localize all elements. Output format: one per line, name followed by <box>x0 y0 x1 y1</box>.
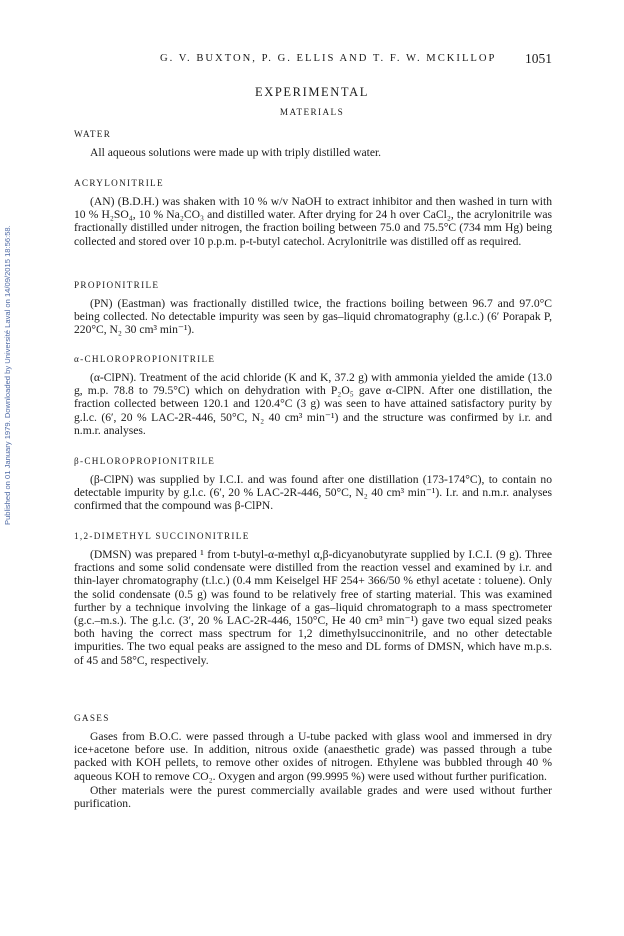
paragraph: All aqueous solutions were made up with triply distilled water. <box>90 146 382 159</box>
section-title: EXPERIMENTAL <box>254 85 370 99</box>
running-header-authors: G. V. BUXTON, P. G. ELLIS AND T. F. W. MCKILLOP <box>160 53 497 64</box>
section-heading: β-CHLOROPROPIONITRILE <box>74 456 216 466</box>
paragraph: (α-ClPN). Treatment of the acid chloride (K and K, 37.2 g) with ammonia yielded the amide (13.0 g, m.p. 78.8 to 79.5°C) which on dehydration with P₂O₅ gave α-ClPN. After one distillation, the fraction collected between 120.1 and 120.4°C (3 g) was seen to have attained satisfactory purity by g.l.c. (6′, 20 % LAC-2R-446, 50°C, N₂ 40 cm³ min⁻¹) and the structure was confirmed by i.r. and n.m.r. analyses. <box>74 371 552 437</box>
paragraph: Other materials were the purest commercially available grades and were used without further purification. <box>74 783 552 811</box>
publication-sidebar-note: Published on 01 January 1979. Downloaded by Université Laval on 14/09/2015 18:56:58. <box>3 225 12 525</box>
section-propionitrile <box>74 279 552 337</box>
section-alpha-chloropropionitrile <box>74 353 552 437</box>
section-heading: α-CHLOROPROPIONITRILE <box>74 354 216 364</box>
section-heading: ACRYLONITRILE <box>74 178 164 188</box>
section-heading: 1,2-DIMETHYL SUCCINONITRILE <box>74 531 250 541</box>
section-heading: WATER <box>74 129 112 139</box>
paragraph: (DMSN) was prepared ¹ from t-butyl-α-methyl α,β-dicyanobutyrate supplied by I.C.I. (9 g). Three fractions and some solid condensate were distilled from the reaction vessel and examined by i.r. and thin-layer chromatography (t.l.c.) (0.4 mm Keiselgel HF 254+ 366/50 % ethyl acetate : toluene). Only the solid condensate (0.5 g) was found to be relatively free of starting material. This was examined further by a technique involving the linkage of a gas–liquid chromatograph to a mass spectrometer (g.c.–m.s.). The g.l.c. (3′, 20 % LAC-2R-446, 150°C, He 40 cm³ min⁻¹) gave two equal sized peaks both having the correct mass spectrum for 1,2 dimethylsuccinonitrile, and no other detectable impurities. The two equal peaks are assigned to the meso and DL forms of DMSN, which have m.p.s. of 45 and 58°C, respectively. <box>74 548 552 667</box>
section-heading: PROPIONITRILE <box>74 280 160 290</box>
section-water <box>74 128 552 159</box>
page-number: 1051 <box>525 51 552 66</box>
section-beta-chloropropionitrile <box>74 455 552 513</box>
paragraph: Gases from B.O.C. were passed through a U-tube packed with glass wool and immersed in dry ice+acetone before use. In addition, nitrous oxide (anaesthetic grade) was passed through a tube packed with KOH pellets, to remove other oxides of nitrogen. Ethylene was bubbled through 40 % aqueous KOH to remove CO₂. Oxygen and argon (99.9995 %) were used without further purification. <box>74 730 552 783</box>
page-header <box>0 53 624 71</box>
section-gases <box>74 712 552 810</box>
section-dimethyl-succinonitrile <box>74 530 552 667</box>
section-subtitle: MATERIALS <box>279 107 345 117</box>
section-heading: GASES <box>74 713 110 723</box>
paragraph: (AN) (B.D.H.) was shaken with 10 % w/v NaOH to extract inhibitor and then washed in turn with 10 % H₂SO₄, 10 % Na₂CO₃ and distilled water. After drying for 24 h over CaCl₂, the acrylonitrile was fractionally distilled under nitrogen, the fraction boiling between 75.0 and 75.5°C (734 mm Hg) being collected and stored over 10 p.p.m. p-t-butyl catechol. Acrylonitrile was distilled off as required. <box>74 195 552 248</box>
section-acrylonitrile <box>74 177 552 248</box>
paragraph: (PN) (Eastman) was fractionally distilled twice, the fractions boiling between 96.7 and 97.0°C being collected. No detectable impurity was seen by gas–liquid chromatography (g.l.c.) (6′ Porapak P, 220°C, N₂ 30 cm³ min⁻¹). <box>74 297 552 337</box>
paragraph: (β-ClPN) was supplied by I.C.I. and was found after one distillation (173-174°C), to contain no detectable impurity by g.l.c. (6′, 20 % LAC-2R-446, 50°C, N₂ 40 cm³ min⁻¹). I.r. and n.m.r. analyses confirmed that the compound was β-ClPN. <box>74 473 552 513</box>
